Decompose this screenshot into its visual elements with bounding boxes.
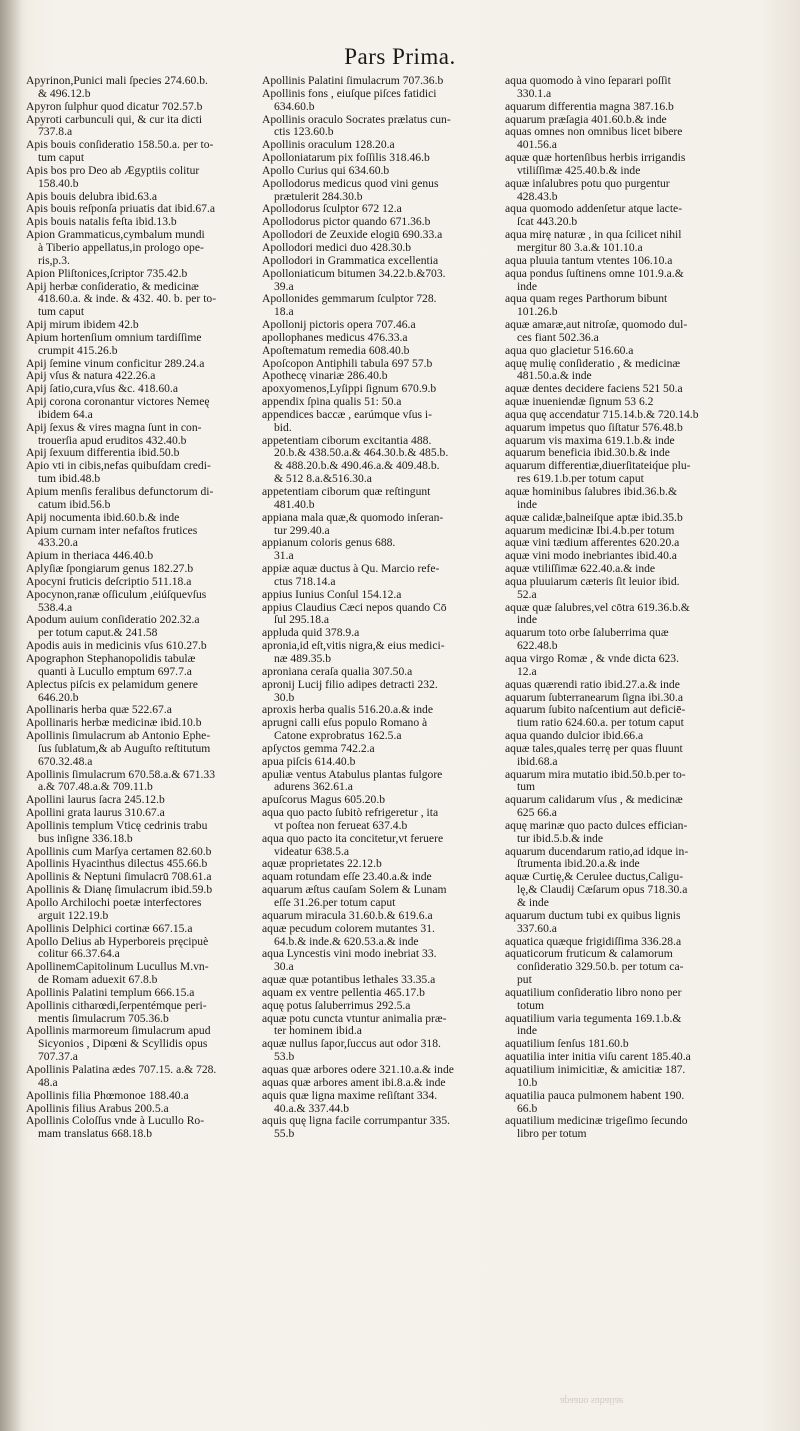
index-entry-line: ſtrumenta ibid.20.a.& inde <box>517 858 640 871</box>
index-entry-line: aquæ inueniendæ ſignum 53 6.2 <box>505 396 654 409</box>
index-entry-line: inde <box>517 280 537 293</box>
index-entry-line: Apium menſis feralibus defunctorum di- <box>26 486 214 498</box>
index-entry-line: 55.b <box>274 1128 295 1141</box>
index-entry-line: aquarum miracula 31.60.b.& 619.6.a <box>262 909 433 922</box>
index-entry-line: Apodis auis in medicinis vſus 610.27.b <box>26 640 207 653</box>
index-entry-line: aqua quo glacietur 516.60.a <box>505 344 634 357</box>
index-entry-line: Apocynon,ranæ oſſiculum ,eiúſquevſus <box>26 588 207 601</box>
index-entry-line: tur ibid.5.b.& inde <box>517 832 603 845</box>
index-entry-line: appiana mala quæ,& quomodo inſeran- <box>262 511 444 524</box>
index-entry-line: inde <box>517 498 537 511</box>
index-entry-line: ces fiant 502.36.a <box>517 331 599 344</box>
index-entry-line: appius Claudius Cæci nepos quando Cō <box>262 601 447 614</box>
index-entry-line: appendix ſpina qualis 51: 50.a <box>262 396 402 409</box>
index-entry-line: à Tiberio appellatus,in prologo ope- <box>38 241 204 254</box>
index-entry-line: aqua quo pacto ſubitò refrigeretur , ita <box>262 807 439 820</box>
index-column-1 <box>26 75 256 1141</box>
index-entry-line: Apollodorus ſculptor 672 12.a <box>262 203 402 216</box>
index-entry-line: 10.b <box>517 1076 538 1089</box>
index-entry-line: prætulerit 284.30.b <box>274 190 363 203</box>
index-entry-line: Apium curnam inter nefaſtos frutices <box>26 524 198 537</box>
index-entry-line: aquarum impetus quo ſiſtatur 576.48.b <box>505 421 683 434</box>
index-entry-line: aquę mulię conſideratio , & medicinæ <box>505 357 681 370</box>
index-entry-line: aquarum ducendarum ratio,ad idque in- <box>505 845 689 858</box>
index-entry-line: aqua quo pacto ita concitetur,vt feruere <box>262 832 444 845</box>
index-entry-line: Apollo Curius qui 634.60.b <box>262 164 390 177</box>
index-entry-line: appluda quid 378.9.a <box>262 627 360 640</box>
index-entry-line: aprugni calli eſus populo Romano à <box>262 717 428 730</box>
index-entry-line: Apollinis fons , eiuſque piſces fatidici <box>262 87 437 100</box>
index-entry-line: videatur 638.5.a <box>274 845 350 858</box>
index-entry-line: 158.40.b <box>38 177 79 190</box>
index-entry-line: Apis bouis delubra ibid.63.a <box>26 190 158 203</box>
index-entry-line: 622.48.b <box>517 640 558 653</box>
index-entry-line: appetentiam ciborum quæ reſtingunt <box>262 486 431 498</box>
index-entry-line: res 619.1.b.per totum caput <box>517 473 644 486</box>
index-entry-line: aqua quomodo à vino ſeparari poſſit <box>505 75 671 87</box>
index-entry-line: Apollini grata laurus 310.67.a <box>26 807 165 820</box>
index-entry-line: aqua Lyncestis vini modo inebriat 33. <box>262 948 437 961</box>
index-entry-line: lę,& Claudij Cæſarum opus 718.30.a <box>517 884 688 897</box>
index-entry-line: trouerſia apud eruditos 432.40.b <box>38 434 187 447</box>
index-entry-line: tum caput <box>38 152 85 165</box>
index-entry-line: aqua quę accendatur 715.14.b.& 720.14.b <box>505 408 699 421</box>
index-column-3 <box>505 75 775 1141</box>
index-entry-line: quanti à Lucullo emptum 697.7.a <box>38 665 192 678</box>
index-entry-line: Apollinis citharœdi,ſerpentémque peri- <box>26 999 207 1012</box>
index-entry-line: 737.8.a <box>38 126 73 139</box>
index-entry-line: Apollodori in Grammatica excellentia <box>262 254 439 267</box>
index-entry-line: mergitur 80 3.a.& 101.10.a <box>517 241 643 254</box>
index-entry-line: Apollonij pictoris opera 707.46.a <box>262 319 416 332</box>
index-entry-line: Apij corona coronantur victores Nemeę <box>26 396 210 409</box>
index-entry-line: appendices baccæ , earúmque vſus i- <box>262 408 432 421</box>
index-entry-line: Apij ſexuum differentia ibid.50.b <box>26 447 180 460</box>
index-entry-line: ctis 123.60.b <box>274 126 334 139</box>
index-entry-line: Apothecę vinariæ 286.40.b <box>262 370 388 383</box>
index-entry-line: mam translatus 668.18.b <box>38 1128 152 1141</box>
index-entry-line: tum <box>517 781 536 794</box>
index-entry-line: arguit 122.19.b <box>38 909 109 922</box>
index-entry-line: Apollo Archilochi poetæ interfectores <box>26 897 202 909</box>
index-entry-line: aquæ calidæ,balneiſque aptæ ibid.35.b <box>505 511 683 524</box>
index-entry-line: Apij ſexus & vires magna ſunt in con- <box>26 421 202 434</box>
index-entry-line: inde <box>517 1025 537 1038</box>
index-entry-line: aquæ hominibus ſalubres ibid.36.b.& <box>505 486 677 498</box>
index-entry-line: a.& 707.48.a.& 709.11.b <box>38 781 153 794</box>
index-entry-line: aquæ nullus ſapor,ſuccus aut odor 318. <box>262 1038 441 1051</box>
index-entry-line: aquis quę ligna facile corrumpantur 335. <box>262 1115 451 1128</box>
index-entry-line: adurens 362.61.a <box>274 781 353 794</box>
index-entry-line: Apium hortenſium omnium tardiſſime <box>26 331 202 344</box>
index-entry-line: Apollinis Hyacinthus dilectus 455.66.b <box>26 858 208 871</box>
index-entry-line: aquis quæ ligna maxime reſiſtant 334. <box>262 1089 438 1102</box>
index-entry-line: Apoſtematum remedia 608.40.b <box>262 344 410 357</box>
index-entry-line: aquarum calidarum vſus , & medicinæ <box>505 794 683 807</box>
index-entry-line: aquarum æſtus cauſam Solem & Lunam <box>262 884 447 897</box>
index-entry-line: Apij ſemine vinum conficitur 289.24.a <box>26 357 205 370</box>
index-entry-line: Apion Pliſtonices,ſcriptor 735.42.b <box>26 267 188 280</box>
index-entry-line: Apollinis Palatini templum 666.15.a <box>26 986 195 999</box>
index-entry-line: aquæ inſalubres potu quo purgentur <box>505 177 670 190</box>
index-entry-line: Apollinis filia Phœmonoe 188.40.a <box>26 1089 189 1102</box>
index-entry-line: Apyron ſulphur quod dicatur 702.57.b <box>26 100 203 113</box>
index-entry-line: 40.a.& 337.44.b <box>274 1102 350 1115</box>
index-entry-line: Apollinis Palatina ædes 707.15. a.& 728. <box>26 1063 217 1076</box>
index-entry-line: apronia,id eſt,vitis nigra,& eius medici- <box>262 640 445 653</box>
index-entry-line: Apollo Delius ab Hyperboreis pręcipuè <box>26 935 209 948</box>
index-entry-line: aquarum præſagia 401.60.b.& inde <box>505 113 667 126</box>
index-entry-line: conſideratio 329.50.b. per totum ca- <box>517 961 684 974</box>
index-entry-line: aquę marinæ quo pacto dulces effician- <box>505 819 688 832</box>
index-entry-line: 401.56.a <box>517 139 557 152</box>
bleed-through-text: apaano subaiiae <box>560 1395 624 1406</box>
index-entry-line: catum ibid.56.b <box>38 498 111 511</box>
index-entry-line: colitur 66.37.64.a <box>38 948 120 961</box>
index-entry-line: 330.1.a <box>517 87 552 100</box>
index-entry-line: appius Iunius Conſul 154.12.a <box>262 588 402 601</box>
index-entry-line: aquarum vis maxima 619.1.b.& inde <box>505 434 675 447</box>
index-entry-line: 64.b.& inde.& 620.53.a.& inde <box>274 935 419 948</box>
index-entry-line: Apollonides gemmarum ſculptor 728. <box>262 293 437 306</box>
index-entry-line: Apollinis oraculo Socrates prælatus cun- <box>262 113 451 126</box>
index-entry-line: aquatica quæque frigidiſſima 336.28.a <box>505 935 682 948</box>
index-entry-line: aqua quando dulcior ibid.66.a <box>505 730 644 743</box>
index-entry-line: aquarum medicinæ Ibi.4.b.per totum <box>505 524 675 537</box>
index-entry-line: aproniana ceraſa qualia 307.50.a <box>262 665 413 678</box>
binding-shadow <box>0 0 22 1431</box>
index-entry-line: tium ratio 624.60.a. per totum caput <box>517 717 684 730</box>
index-entry-line: 66.b <box>517 1102 538 1115</box>
index-entry-line: aproxis herba qualis 516.20.a.& inde <box>262 704 433 717</box>
index-entry-line: 48.a <box>38 1076 58 1089</box>
index-entry-line: aquæ proprietates 22.12.b <box>262 858 382 871</box>
index-entry-line: bus inſigne 336.18.b <box>38 832 133 845</box>
index-entry-line: vtiliſſimæ 425.40.b.& inde <box>517 164 641 177</box>
index-entry-line: 707.37.a <box>38 1051 78 1064</box>
index-entry-line: vt poſtea non ferueat 637.4.b <box>274 819 408 832</box>
index-entry-line: appianum coloris genus 688. <box>262 537 396 550</box>
index-entry-line: aqua pondus ſuſtinens omne 101.9.a.& <box>505 267 684 280</box>
index-entry-line: Apium in theriaca 446.40.b <box>26 550 154 563</box>
index-entry-line: Apyroti carbunculi qui, & cur ita dicti <box>26 113 203 126</box>
index-entry-line: 52.a <box>517 588 537 601</box>
index-entry-line: ſul 295.18.a <box>274 614 330 627</box>
index-entry-line: aquæ quæ ſalubres,vel cōtra 619.36.b.& <box>505 601 690 614</box>
index-entry-line: Apio vti in cibis,nefas quibuſdam credi- <box>26 460 211 473</box>
index-entry-line: aquarum ductum tubi ex quibus lignis <box>505 909 681 922</box>
index-entry-line: 31.a <box>274 550 294 563</box>
index-entry-line: aquæ Curtię,& Cerulee ductus,Caligu- <box>505 871 684 884</box>
index-entry-line: ibid.68.a <box>517 755 558 768</box>
index-entry-line: Apyrinon,Punici mali ſpecies 274.60.b. <box>26 75 208 87</box>
index-entry-line: apſyctos gemma 742.2.a <box>262 742 375 755</box>
index-entry-line: aquarum beneficia ibid.30.b.& inde <box>505 447 670 460</box>
index-entry-line: aquę potus ſaluberrimus 292.5.a <box>262 999 411 1012</box>
index-entry-line: bid. <box>274 421 292 434</box>
index-entry-line: Apij ſatio,cura,vſus &c. 418.60.a <box>26 383 178 396</box>
index-entry-line: Aplectus piſcis ex pelamidum genere <box>26 678 198 691</box>
index-entry-line: Apollodorus pictor quando 671.36.b <box>262 216 431 229</box>
index-entry-line: Apollinis oraculum 128.20.a <box>262 139 395 152</box>
index-entry-line: Apis bouis conſideratio 158.50.a. per to- <box>26 139 214 152</box>
index-entry-line: aquarum toto orbe ſaluberrima quæ <box>505 627 669 640</box>
index-entry-line: 30.b <box>274 691 295 704</box>
index-entry-line: 538.4.a <box>38 601 73 614</box>
index-entry-line: per totum caput.& 241.58 <box>38 627 158 640</box>
index-entry-line: aquam ex ventre pellentia 465.17.b <box>262 986 425 999</box>
index-entry-line: aquarum ſubterranearum ſigna ibi.30.a <box>505 691 684 704</box>
index-entry-line: & 488.20.b.& 490.46.a.& 409.48.b. <box>274 460 440 473</box>
index-entry-line: aquatilium ſenſus 181.60.b <box>505 1038 629 1051</box>
index-entry-line: & inde <box>517 897 549 909</box>
index-entry-line: 337.60.a <box>517 922 557 935</box>
index-entry-line: tum ibid.48.b <box>38 473 101 486</box>
index-entry-line: aquæ quæ potantibus lethales 33.35.a <box>262 974 436 987</box>
index-entry-line: aquæ tales,quales terrę per quas fluunt <box>505 742 683 755</box>
index-entry-line: 670.32.48.a <box>38 755 93 768</box>
index-entry-line: aquæ dentes decidere faciens 521 50.a <box>505 383 683 396</box>
index-entry-line: & 496.12.b <box>38 87 91 100</box>
index-entry-line: ibidem 64.a <box>38 408 93 421</box>
index-entry-line: 428.43.b <box>517 190 558 203</box>
index-entry-line: Apis bouis natalis feſta ibid.13.b <box>26 216 177 229</box>
index-entry-line: ſus ſublatum,& ab Auguſto reſtitutum <box>38 742 211 755</box>
index-entry-line: Apollodorus medicus quod vini genus <box>262 177 439 190</box>
index-column-2 <box>262 75 498 1141</box>
index-entry-line: Sicyonios , Dipœni & Scyllidis opus <box>38 1038 208 1051</box>
index-entry-line: aquæ quæ hortenſibus herbis irrigandis <box>505 152 686 165</box>
index-entry-line: Apollinis Coloſſus vnde à Lucullo Ro- <box>26 1115 205 1128</box>
index-entry-line: aquatilium medicinæ trigeſimo ſecundo <box>505 1115 688 1128</box>
index-entry-line: mentis ſimulacrum 705.36.b <box>38 1012 169 1025</box>
index-entry-line: appiæ aquæ ductus à Qu. Marcio refe- <box>262 563 440 576</box>
index-entry-line: aquatilia pauca pulmonem habent 190. <box>505 1089 685 1102</box>
index-entry-line: 481.40.b <box>274 498 315 511</box>
index-entry-line: tum caput <box>38 306 85 319</box>
index-entry-line: Apij nocumenta ibid.60.b.& inde <box>26 511 180 524</box>
index-entry-line: aquæ pecudum colorem mutantes 31. <box>262 922 435 935</box>
index-entry-line: 53.b <box>274 1051 295 1064</box>
index-entry-line: Apollinaris herba quæ 522.67.a <box>26 704 172 717</box>
index-entry-line: aqua quomodo addenſetur atque lacte- <box>505 203 683 216</box>
index-entry-line: apronij Lucij filio adipes detracti 232. <box>262 678 438 691</box>
index-entry-line: Apis bouis reſponſa priuatis dat ibid.67.a <box>26 203 216 216</box>
index-entry-line: tur 299.40.a <box>274 524 330 537</box>
index-entry-line: aquæ potu cuncta vtuntur animalia præ- <box>262 1012 447 1025</box>
index-entry-line: ter hominem ibid.a <box>274 1025 362 1038</box>
index-entry-line: aquatilium inimicitiæ, & amicitiæ 187. <box>505 1063 686 1076</box>
index-entry-line: aquas quæ arbores odere 321.10.a.& inde <box>262 1063 454 1076</box>
index-entry-line: aquas omnes non omnibus licet bibere <box>505 126 683 139</box>
index-entry-line: apua piſcis 614.40.b <box>262 755 356 768</box>
index-entry-line: aquatilia inter initia viſu carent 185.40.a <box>505 1051 691 1064</box>
index-entry-line: ApollinemCapitolinum Lucullus M.vn- <box>26 961 209 974</box>
index-entry-line: 39.a <box>274 280 294 293</box>
index-entry-line: apollophanes medicus 476.33.a <box>262 331 408 344</box>
index-entry-line: Apollinis Delphici cortinæ 667.15.a <box>26 922 193 935</box>
index-entry-line: ctus 718.14.a <box>274 575 336 588</box>
index-entry-line: libro per totum <box>517 1128 587 1141</box>
index-entry-line: Apis bos pro Deo ab Ægyptiis colitur <box>26 164 200 177</box>
index-entry-line: appetentiam ciborum excitantia 488. <box>262 434 432 447</box>
index-entry-line: aquatilium varia tegumenta 169.1.b.& <box>505 1012 682 1025</box>
index-entry-line: Apollinis templum Vticę cedrinis trabu <box>26 819 208 832</box>
index-entry-line: Apollinis & Dianę ſimulacrum ibid.59.b <box>26 884 213 897</box>
index-entry-line: 30.a <box>274 961 294 974</box>
index-entry-line: aqua pluuiarum cæteris ſit leuior ibid. <box>505 575 680 588</box>
index-entry-line: Apocyni fruticis deſcriptio 511.18.a <box>26 575 192 588</box>
index-entry-line: & 512 8.a.&516.30.a <box>274 473 372 486</box>
index-entry-line: Apollodori medici duo 428.30.b <box>262 241 412 254</box>
index-entry-line: aquas quærendi ratio ibid.27.a.& inde <box>505 678 680 691</box>
page-title: Pars Prima. <box>344 44 456 69</box>
index-entry-line: 20.b.& 438.50.a.& 464.30.b.& 485.b. <box>274 447 449 460</box>
index-entry-line: Aplyſiæ ſpongiarum genus 182.27.b <box>26 563 194 576</box>
index-entry-line: Apij vſus & natura 422.26.a <box>26 370 156 383</box>
index-entry-line: Apollinis marmoreum ſimulacrum apud <box>26 1025 211 1038</box>
index-entry-line: Apodum auium conſideratio 202.32.a <box>26 614 200 627</box>
index-entry-line: Apollinis cum Marſya certamen 82.60.b <box>26 845 212 858</box>
index-entry-line: Apollodori de Zeuxide elogiū 690.33.a <box>262 229 443 242</box>
index-entry-line: 625 66.a <box>517 807 557 820</box>
index-entry-line: Apion Grammaticus,cymbalum mundi <box>26 229 205 242</box>
index-entry-line: apuſcorus Magus 605.20.b <box>262 794 386 807</box>
index-entry-line: Apolloniatarum pix foſſilis 318.46.b <box>262 152 430 165</box>
index-entry-line: aqua pluuia tantum vtentes 106.10.a <box>505 254 673 267</box>
index-entry-line: apuliæ ventus Atabulus plantas fulgore <box>262 768 443 781</box>
index-entry-line: Apolloniaticum bitumen 34.22.b.&703. <box>262 267 446 280</box>
index-entry-line: ris,p.3. <box>38 254 70 267</box>
index-entry-line: 634.60.b <box>274 100 315 113</box>
index-entry-line: 101.26.b <box>517 306 558 319</box>
index-entry-line: aquarum differentiæ,diuerſitateiq́ue plu- <box>505 460 691 473</box>
index-entry-line: aquarum differentia magna 387.16.b <box>505 100 674 113</box>
index-entry-line: 12.a <box>517 665 537 678</box>
index-entry-line: put <box>517 974 532 987</box>
index-entry-line: aquæ vtiliſſimæ 622.40.a.& inde <box>505 563 656 576</box>
index-entry-line: Apollinis Palatini ſimulacrum 707.36.b <box>262 75 444 87</box>
index-entry-line: aquaticorum fruticum & calamorum <box>505 948 673 961</box>
index-entry-line: eſſe 31.26.per totum caput <box>274 897 396 909</box>
index-entry-line: aquæ vini tædium afferentes 620.20.a <box>505 537 680 550</box>
index-entry-line: Catone exprobratus 162.5.a <box>274 730 402 743</box>
index-entry-line: 418.60.a. & inde. & 432. 40. b. per to- <box>38 293 217 306</box>
index-entry-line: Apij mirum ibidem 42.b <box>26 319 139 332</box>
index-entry-line: 481.50.a.& inde <box>517 370 592 383</box>
index-entry-line: aqua quam reges Parthorum bibunt <box>505 293 668 306</box>
index-entry-line: Apographon Stephanopolidis tabulæ <box>26 652 196 665</box>
index-entry-line: 18.a <box>274 306 294 319</box>
index-entry-line: ſcat 443.20.b <box>517 216 578 229</box>
index-entry-line: aquæ amaræ,aut nitroſæ, quomodo dul- <box>505 319 688 332</box>
index-entry-line: Apij herbæ conſideratio, & medicinæ <box>26 280 199 293</box>
index-entry-line: aquas quæ arbores ament ibi.8.a.& inde <box>262 1076 446 1089</box>
index-entry-line: aqua mirę naturæ , in qua ſcilicet nihil <box>505 229 682 242</box>
index-entry-line: totum <box>517 999 545 1012</box>
index-entry-line: næ 489.35.b <box>274 652 332 665</box>
index-entry-line: Apollinis & Neptuni ſimulacrū 708.61.a <box>26 871 212 884</box>
index-entry-line: Apollini laurus ſacra 245.12.b <box>26 794 165 807</box>
index-entry-line: Apoſcopon Antiphili tabula 697 57.b <box>262 357 433 370</box>
index-entry-line: Apollinaris herbæ medicinæ ibid.10.b <box>26 717 202 730</box>
index-entry-line: aquarum mira mutatio ibid.50.b.per to- <box>505 768 686 781</box>
index-entry-line: Apollinis ſimulacrum ab Antonio Ephe- <box>26 730 211 743</box>
index-entry-line: aquæ vini modo inebriantes ibid.40.a <box>505 550 677 563</box>
index-entry-line: crumpit 415.26.b <box>38 344 118 357</box>
index-entry-line: 433.20.a <box>38 537 78 550</box>
index-entry-line: Apollinis ſimulacrum 670.58.a.& 671.33 <box>26 768 216 781</box>
index-entry-line: aquam rotundam eſſe 23.40.a.& inde <box>262 871 432 884</box>
index-entry-line: inde <box>517 614 537 627</box>
index-entry-line: aquatilium conſideratio libro nono per <box>505 986 682 999</box>
index-entry-line: Apollinis filius Arabus 200.5.a <box>26 1102 169 1115</box>
index-entry-line: aquarum ſubito naſcentium aut deficiē- <box>505 704 686 717</box>
index-entry-line: apoxyomenos,Lyſippi ſignum 670.9.b <box>262 383 437 396</box>
index-entry-line: de Romam aduexit 67.8.b <box>38 974 158 987</box>
index-entry-line: aqua virgo Romæ , & vnde dicta 623. <box>505 652 679 665</box>
index-entry-line: 646.20.b <box>38 691 79 704</box>
